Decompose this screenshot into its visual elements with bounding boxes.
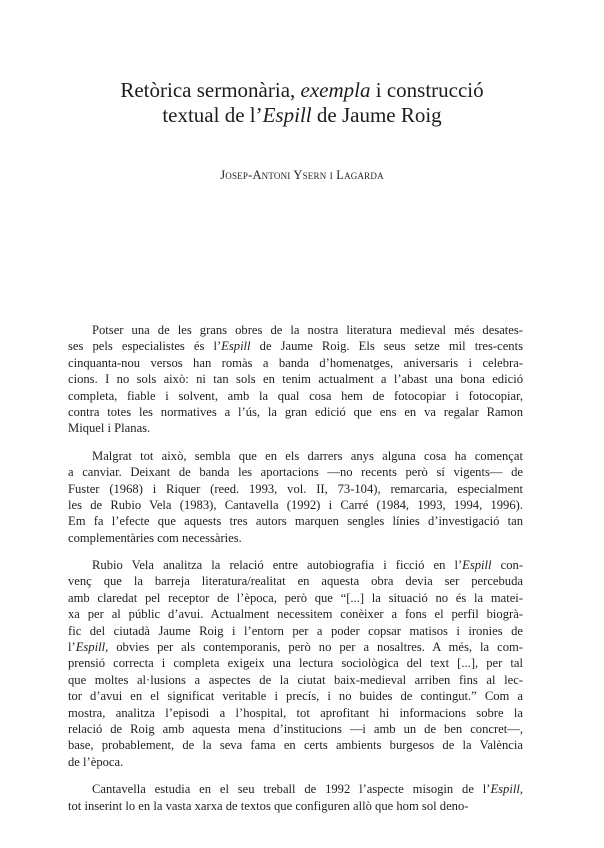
text-line xyxy=(68,705,523,721)
article-title xyxy=(60,78,544,128)
text-run: de l’època. xyxy=(68,754,124,769)
text-line xyxy=(68,513,523,529)
text-line xyxy=(68,497,523,513)
text-line xyxy=(68,557,523,573)
text-line xyxy=(68,721,523,737)
text-line xyxy=(68,606,523,622)
text-line xyxy=(68,754,523,770)
text-run: a canviar. Deixant de banda les aportacions —no recents però sí vigents— de xyxy=(68,465,523,480)
title-italic-exempla: exempla xyxy=(300,78,371,102)
text-run: ses pels especialistes és l’ xyxy=(68,339,222,354)
text-line xyxy=(68,464,523,480)
text-run: mostra, analitza l’episodi a l’hospital, tot aprofitant hi informacions sobre la xyxy=(68,705,523,720)
italic-title-ref: Espill xyxy=(462,558,492,573)
text-run: , obvies per als contemporanis, però no per a nosaltres. A més, la com- xyxy=(105,640,523,655)
text-run: l’ xyxy=(68,640,76,655)
text-run: cions. I no sols això: ni tan sols en tenim actualment a l’abast una bona edició xyxy=(68,372,523,387)
article-body xyxy=(68,322,523,825)
paragraph xyxy=(68,557,523,770)
paragraph xyxy=(68,781,523,814)
text-run: Em fa l’efecte que aquests tres autors marquen sengles línies d’investigació tan xyxy=(68,514,523,529)
text-run: Rubio Vela analitza la relació entre autobiografia i ficció en l’ xyxy=(92,558,463,573)
text-run: que moltes al·lusions a aspectes de la ciutat baix-medieval arriben fins al lec- xyxy=(68,672,523,687)
text-run: prensió correcta i completa exigeix una lectura sociològica del text [...], per tal xyxy=(68,656,523,671)
text-run: venç que la barreja literatura/realitat en aquesta obra devia ser percebuda xyxy=(68,574,523,589)
paragraph xyxy=(68,322,523,437)
text-run: completa, fiable i solvent, amb la qual cosa hem de fotocopiar i fotocopiar, xyxy=(68,388,523,403)
author-name: Josep-Antoni Ysern i Lagarda xyxy=(220,168,384,182)
text-line xyxy=(68,481,523,497)
text-run: con- xyxy=(491,558,523,573)
text-run: de Jaume Roig. Els seus setze mil tres-cents xyxy=(250,339,523,354)
text-run: Potser una de les grans obres de la nostra literatura medieval més desates- xyxy=(92,323,523,337)
title-line-2: textual de l’Espill de Jaume Roig xyxy=(162,103,442,127)
text-line xyxy=(68,639,523,655)
text-run: tot inserint lo en la vasta xarxa de textos que configuren allò que hom sol deno- xyxy=(68,798,469,813)
text-run: Fuster (1968) i Riquer (reed. 1993, vol. II, 73-104), remarcaria, especialment xyxy=(68,481,523,496)
text-line xyxy=(68,338,523,354)
text-line xyxy=(68,798,523,814)
text-line xyxy=(68,737,523,753)
text-line xyxy=(68,655,523,671)
text-run: Cantavella estudia en el seu treball de 1992 l’aspecte misogin de l’ xyxy=(92,782,491,797)
text-line xyxy=(68,590,523,606)
text-run: Malgrat tot això, sembla que en els darrers anys alguna cosa ha començat xyxy=(92,448,523,463)
italic-title-ref: Espill xyxy=(221,339,251,354)
text-run: xa per al públic d’avui. Actualment necessitem conèixer a fons el perfil biogrà- xyxy=(68,607,523,622)
text-run: amb claredat pel receptor de l’època, però que “[...] la situació no és la matei- xyxy=(68,590,523,605)
text-run: relació de Roig amb aquesta mena d’institucions —i amb un de ben concret—, xyxy=(68,721,523,736)
italic-title-ref: Espill xyxy=(75,640,106,655)
text-line xyxy=(68,420,523,436)
text-run: , xyxy=(519,782,523,797)
text-line xyxy=(68,573,523,589)
text-line xyxy=(68,371,523,387)
text-run: contra totes les normatives a l’ús, la gran edició que ens en va regalar Ramon xyxy=(68,404,523,419)
text-line xyxy=(68,388,523,404)
text-run: fic del ciutadà Jaume Roig i l’entorn per a poder copsar matisos i ironies de xyxy=(68,623,523,638)
text-line xyxy=(68,781,523,797)
text-run: tor d’avui en el significat veritable i precís, i no buides de contingut.” Com a xyxy=(68,689,523,704)
text-line xyxy=(68,530,523,546)
title-italic-espill: Espill xyxy=(262,103,312,127)
text-line xyxy=(68,322,523,338)
text-line xyxy=(68,672,523,688)
text-line xyxy=(68,404,523,420)
text-run: complementàries com necessàries. xyxy=(68,530,242,545)
paragraph xyxy=(68,448,523,546)
title-line-1: Retòrica sermonària, exempla i construcció xyxy=(120,78,484,102)
text-run: cinquanta-nou versos han romàs a banda d’homenatges, aniversaris i celebra- xyxy=(68,355,523,370)
text-line xyxy=(68,448,523,464)
text-run: les de Rubio Vela (1983), Cantavella (1992) i Carré (1984, 1993, 1994, 1996). xyxy=(68,497,523,512)
text-line xyxy=(68,688,523,704)
text-line xyxy=(68,355,523,371)
text-run: base, probablement, de la seva fama en certs ambients burgesos de la València xyxy=(68,738,523,753)
text-line xyxy=(68,623,523,639)
italic-title-ref: Espill xyxy=(490,782,520,797)
text-run: Miquel i Planas. xyxy=(68,421,151,436)
